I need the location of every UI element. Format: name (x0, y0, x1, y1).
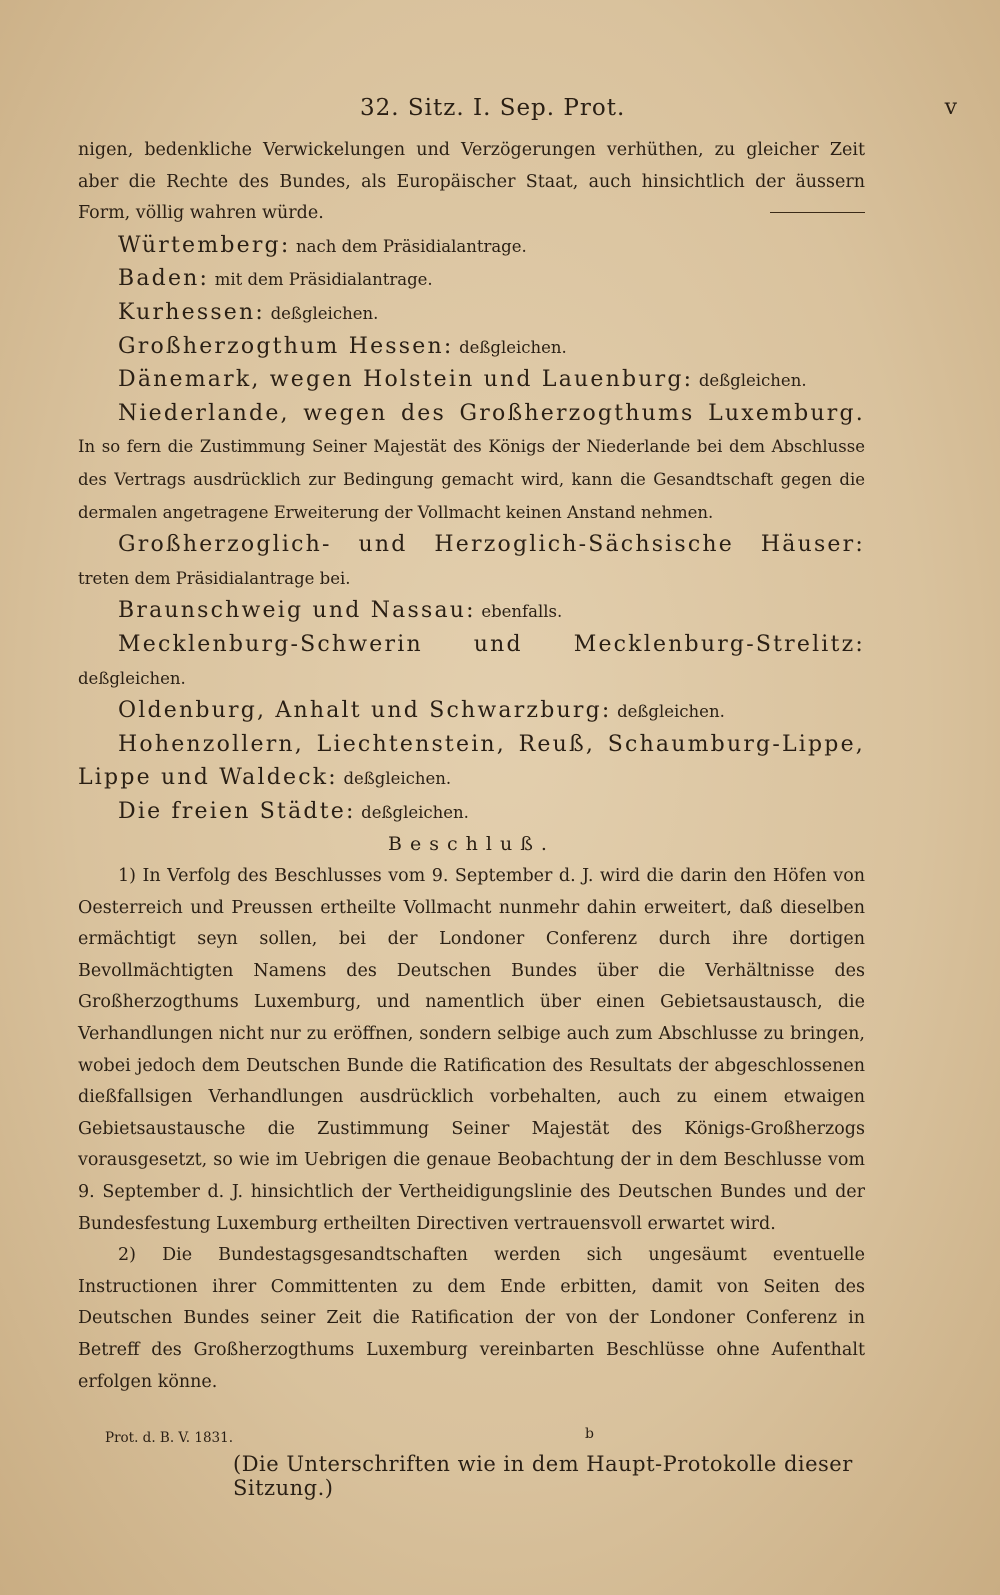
vote-niederlande (78, 398, 865, 529)
state-name: Oldenburg, Anhalt und Schwarzburg: (118, 698, 612, 724)
state-name: Braunschweig und Nassau: (118, 598, 476, 624)
state-name: Die freien Städte: (118, 798, 356, 824)
vote-hohenzollern (78, 729, 865, 796)
vote-text: deßgleichen. (617, 702, 725, 722)
vote-text: ebenfalls. (481, 602, 563, 622)
intro-paragraph (78, 135, 865, 230)
vote-text: deßgleichen. (361, 802, 469, 822)
vote-text: treten dem Präsidialantrage bei. (78, 568, 351, 588)
vote-mecklenburg (78, 629, 865, 695)
vote-oldenburg (78, 695, 865, 729)
state-name: Würtemberg: (118, 232, 291, 258)
running-title: 32. Sitz. I. Sep. Prot. (360, 95, 626, 121)
beschluss-heading: Beschluß. (388, 833, 555, 856)
vote-text: deßgleichen. (343, 769, 452, 789)
page-header (78, 95, 957, 135)
state-name: Hohenzollern, Liechtenstein, Reuß, Schaumburg-Lippe, Lippe und Waldeck: (78, 731, 865, 791)
state-name: Kurhessen: (118, 299, 266, 325)
vote-text: deßgleichen. (698, 371, 807, 391)
beschluss-item-2: 2) Die Bundestagsgesandtschaften werden sich ungesäumt eventuelle Instructionen ihrer Committenten zu dem Ende erbitten, damit von Seiten des Deutschen Bundes seiner Zeit die Ratification der von der Londoner Conferenz in Betreff des Großherzogthums Luxemburg vereinbarten Beschlüsse ohne Aufenthalt erfolgen könne. (78, 1245, 865, 1392)
vote-sachsen (78, 529, 865, 595)
vote-text: deßgleichen. (459, 337, 567, 357)
vote-text: In so fern die Zustimmung Seiner Majestät des Königs der Niederlande bei dem Abschlusse des Vertrags ausdrücklich zur Bedingung gemacht wird, kann die Gesandtschaft gegen die dermalen angetragene Erweiterung der Vollmacht keinen Anstand nehmen. (78, 437, 865, 522)
vote-stadte (78, 796, 865, 830)
vote-danemark (78, 364, 865, 398)
page-footer (105, 1426, 885, 1446)
state-name: Großherzoglich- und Herzoglich-Sächsische Häuser: (118, 532, 865, 558)
vote-wurttemberg (78, 230, 865, 264)
state-name: Mecklenburg-Schwerin und Mecklenburg-Strelitz: (118, 631, 865, 657)
vote-hessen (78, 331, 865, 365)
state-name: Großherzogthum Hessen: (118, 333, 454, 359)
footer-reference: Prot. d. B. V. 1831. (105, 1430, 234, 1446)
state-name: Baden: (118, 266, 210, 292)
vote-text: deßgleichen. (78, 668, 186, 688)
state-name: Dänemark, wegen Holstein und Lauenburg: (118, 367, 694, 393)
page-body (78, 135, 865, 1398)
vote-text: nach dem Präsidialantrage. (296, 236, 527, 256)
signature-mark: b (585, 1426, 594, 1442)
intro-text: nigen, bedenkliche Verwickelungen und Verzögerungen verhüthen, zu gleicher Zeit aber die Rechte des Bundes, als Europäischer Staat, auch hinsichtlich der äussern Form, völlig wahren würde. (78, 140, 865, 224)
vote-baden (78, 263, 865, 297)
vote-text: mit dem Präsidialantrage. (214, 270, 433, 290)
signature-note: (Die Unterschriften wie in dem Haupt-Protokolle dieser Sitzung.) (233, 1452, 853, 1501)
section-rule (770, 212, 865, 213)
page-number: v (944, 95, 957, 120)
state-name: Niederlande, wegen des Großherzogthums Luxemburg. (118, 400, 865, 426)
beschluss-item-1: 1) In Verfolg des Beschlusses vom 9. September d. J. wird die darin den Höfen von Oesterreich und Preussen ertheilte Vollmacht nunmehr dahin erweitert, daß dieselben ermächtigt seyn sollen, bei der Londoner Conferenz durch ihre dortigen Bevollmächtigten Namens des Deutschen Bundes über die Verhältnisse des Großherzogthums Luxemburg, und namentlich über einen Gebietsaustausch, die Verhandlungen nicht nur zu eröffnen, sondern selbige auch zum Abschlusse zu bringen, wobei jedoch dem Deutschen Bunde die Ratification des Resultats der abgeschlossenen dießfallsigen Verhandlungen ausdrücklich vorbehalten, auch zu einem etwaigen Gebietsaustausche die Zustimmung Seiner Majestät des Königs-Großherzogs vorausgesetzt, so wie im Uebrigen die genaue Beobachtung der in dem Beschlusse vom 9. September d. J. hinsichtlich der Vertheidigungslinie des Deutschen Bundes und der Bundesfestung Luxemburg ertheilten Directiven vertrauensvoll erwartet wird. (78, 866, 865, 1234)
vote-braunschweig (78, 595, 865, 629)
vote-kurhessen (78, 297, 865, 331)
vote-text: deßgleichen. (270, 303, 379, 323)
